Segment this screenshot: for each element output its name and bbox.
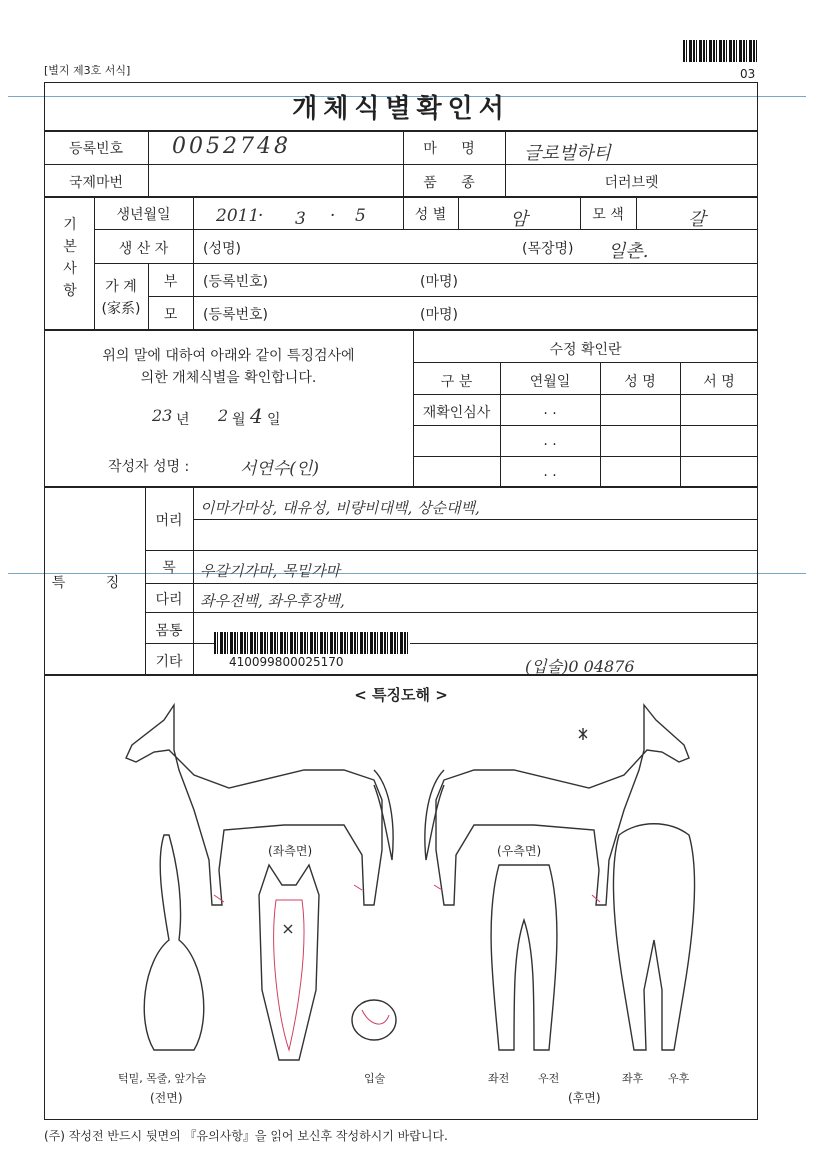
neck-label: 목 [162,560,176,576]
label-rear: (후면) [568,1091,601,1105]
page-title: 개체식별확인서 [292,94,510,124]
label-front-under: 턱밑, 목줄, 앞가슴 [118,1072,207,1085]
farm-label: (목장명) [522,241,574,257]
label-lip: 입술 [364,1072,386,1085]
dam-name-label: (마명) [420,307,458,323]
farm-value: 일촌. [608,241,649,262]
right-side-horse [425,705,689,905]
etc-value: (입술)0 04876 [525,657,635,676]
lip-diagram [352,1000,396,1040]
amend-col-name: 성 명 [624,374,656,390]
birth-year: 2011 [216,206,260,226]
breed-value: 더러브렛 [604,175,659,191]
lineage-label-1: 가 계 [105,279,137,295]
amend-col-sign: 서 명 [703,374,735,390]
head-label: 머리 [155,513,183,529]
basic-section-label: 기본사항 [63,217,77,299]
amend-row1-type: 재확인심사 [422,405,491,421]
dam-label: 모 [163,307,178,323]
barcode-number: 410099800025170 [229,655,344,669]
horse-name-value: 글로벌하티 [524,143,611,164]
reg-no-label: 등록빈호 [68,141,124,157]
birth-day: 5 [355,206,366,226]
form-tag: [별지 제3호 서식] [44,64,131,77]
label-left-hind: 좌후 [622,1072,644,1085]
label-right-side: (우측면) [497,844,542,858]
confirm-day: 4 [250,404,263,428]
legs-label: 다리 [155,592,183,608]
front-legs-diagram [491,865,557,1050]
sire-name-label: (마명) [420,274,458,290]
amend-row2-date: . . [543,433,557,449]
horse-name-label: 마 명 [423,141,485,157]
head-diagram [259,865,319,1060]
confirm-year: 23 [152,406,173,425]
neck-value: 우갈기가마, 목밑가마 [200,562,340,580]
lineage-label-2: (家系) [101,301,141,317]
label-right-fore: 우전 [538,1072,560,1085]
producer-label: 생 산 자 [118,241,169,257]
birth-label: 생년월일 [116,207,171,223]
author-label: 작성자 성명 : [108,459,190,475]
reg-no-value: 0052748 [172,134,291,159]
confirm-month: 2 [218,406,229,425]
statement-line-1: 위의 말에 대하여 아래와 같이 특징검사에 [102,348,355,364]
horse-diagram [44,690,758,1110]
amend-title: 수정 확인란 [549,342,622,358]
label-left-side: (좌측면) [268,844,313,858]
head-value: 이마가마상, 대유성, 비량비대백, 상순대백, [200,499,480,517]
microchip-barcode [214,632,410,654]
day-suffix: 일 [267,412,281,428]
coat-label: 모 색 [592,207,624,223]
breed-label: 품 종 [423,175,485,191]
amend-col-type: 구 분 [440,374,473,390]
intl-no-label: 국제마번 [68,175,124,191]
label-left-fore: 좌전 [488,1072,510,1085]
front-view-horse [144,835,204,1050]
label-front: (전면) [150,1091,183,1105]
amend-col-date: 연월일 [529,374,571,390]
birth-month: 3 [295,209,306,229]
sex-value: 암 [510,209,528,230]
amend-row3-date: . . [543,464,557,480]
body-label: 몸통 [155,623,183,639]
sire-reg-label: (등록빈호) [203,274,269,290]
page-barcode [683,40,759,62]
amend-row1-date: . . [543,402,557,418]
footer-note: (주) 작성전 반드시 뒷면의 『유의사항』을 읽어 보신후 작성하시기 바랍니다. [44,1129,448,1143]
etc-label: 기타 [155,654,183,670]
diagram-title: < 특징도해 > [354,686,448,704]
month-suffix: 월 [232,412,246,428]
legs-value: 좌우전백, 좌우후장백, [200,592,345,610]
author-signature: 서연수(인) [240,459,319,479]
features-section-label: 특 징 [51,575,138,591]
coat-value: 갈 [688,209,706,230]
year-suffix: 년 [176,412,190,428]
page-number: 03 [740,67,756,81]
dam-reg-label: (등록번호) [203,307,269,323]
left-side-horse [126,705,393,905]
rear-view-diagram [614,824,695,1050]
sire-label: 부 [163,274,178,290]
sex-label: 성 별 [414,207,447,223]
producer-name-label: (성명) [203,241,241,257]
statement-line-2: 의한 개체식별을 확인합니다. [140,370,317,386]
label-right-hind: 우후 [668,1072,690,1085]
